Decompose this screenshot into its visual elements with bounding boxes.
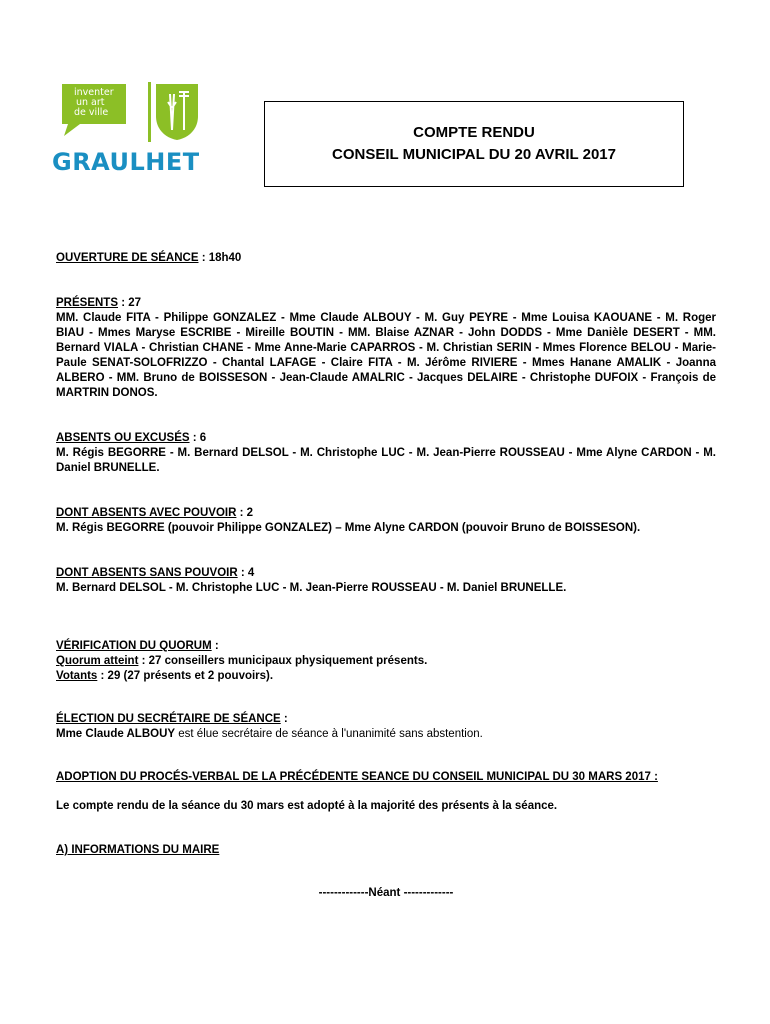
presents-names: MM. Claude FITA - Philippe GONZALEZ - Mme Claude ALBOUY - M. Guy PEYRE - Mme Louisa KAOUANE - M. Roger BIAU - Mmes Maryse ESCRIBE - Mireille BOUTIN - MM. Blaise AZNAR - John DODDS - Mme Danièle DESERT - MM. Bernard VIALA - Christian CHANE - Mme Anne-Marie CAPARROS - M. Christian SERIN - Mmes Florence BELOU - Marie-Paule SENAT-SOLOFRIZZO - Chantal LAFAGE - Claire FITA - M. Jérôme RIVIERE - Mmes Hanane AMALIK - Joanna ALBERO - MM. Bruno de BOISSESON - Jean-Claude AMALRIC - Jacques DELAIRE - Christophe DUFOIX - François de MARTRIN DONOS.: [56, 312, 716, 399]
avec-pouvoir-heading: [56, 506, 716, 521]
town-crest-icon: [148, 82, 200, 142]
ouverture-value: : 18h40: [198, 252, 242, 264]
votants-value: : 29 (27 présents et 2 pouvoirs).: [97, 670, 274, 682]
secretaire-text: [56, 727, 716, 742]
avec-pouvoir-names: M. Régis BEGORRE (pouvoir Philippe GONZALEZ) – Mme Alyne CARDON (pouvoir Bruno de BOISSESON).: [56, 522, 641, 534]
logo-tagline-1: inventer: [74, 87, 114, 98]
absents-names: M. Régis BEGORRE - M. Bernard DELSOL - M. Christophe LUC - M. Jean-Pierre ROUSSEAU - Mme Alyne CARDON - M. Daniel BRUNELLE.: [56, 447, 716, 474]
informations-heading: A) INFORMATIONS DU MAIRE: [56, 844, 220, 856]
secretaire-suffix: :: [280, 713, 288, 725]
town-name: GRAULHET: [52, 148, 200, 176]
secretaire-statement: est élue secrétaire de séance à l'unanimité sans abstention.: [175, 728, 483, 740]
presents-count: : 27: [118, 297, 142, 309]
secretaire-name: Mme Claude ALBOUY: [56, 728, 176, 740]
ouverture-label: OUVERTURE DE SÉANCE: [56, 252, 199, 264]
absents-heading: [56, 431, 716, 446]
presents-heading: [56, 296, 716, 311]
adoption-heading: ADOPTION DU PROCÉS-VERBAL DE LA PRÉCÉDENTE SEANCE DU CONSEIL MUNICIPAL DU 30 MARS 2017 :: [56, 771, 658, 783]
quorum-atteint-label: Quorum atteint: [56, 655, 139, 667]
graulhet-logo: [52, 82, 207, 178]
sans-pouvoir-names: M. Bernard DELSOL - M. Christophe LUC - M. Jean-Pierre ROUSSEAU - M. Daniel BRUNELLE.: [56, 582, 567, 594]
quorum-votants: [56, 669, 716, 684]
neant-line: -------------Néant -------------: [318, 887, 454, 899]
presents-label: PRÉSENTS: [56, 297, 118, 309]
document-body: [56, 251, 716, 901]
adoption-text: Le compte rendu de la séance du 30 mars est adopté à la majorité des présents à la séance.: [56, 800, 558, 812]
quorum-label: VÉRIFICATION DU QUORUM: [56, 640, 212, 652]
absents-count: : 6: [189, 432, 207, 444]
avec-pouvoir-label: DONT ABSENTS AVEC POUVOIR: [56, 507, 237, 519]
quorum-atteint-value: : 27 conseillers municipaux physiquement présents.: [138, 655, 428, 667]
sans-pouvoir-heading: [56, 566, 716, 581]
quorum-heading: [56, 639, 716, 654]
absents-label: ABSENTS OU EXCUSÉS: [56, 432, 190, 444]
sans-pouvoir-label: DONT ABSENTS SANS POUVOIR: [56, 567, 238, 579]
secretaire-heading: [56, 712, 716, 727]
quorum-atteint: [56, 654, 716, 669]
document-title-box: [264, 101, 684, 187]
logo-tagline-2: un art: [76, 97, 105, 108]
title-line-1: COMPTE RENDU: [413, 124, 535, 141]
ouverture-section: [56, 251, 716, 266]
title-line-2: CONSEIL MUNICIPAL DU 20 AVRIL 2017: [332, 146, 616, 163]
secretaire-label: ÉLECTION DU SECRÉTAIRE DE SÉANCE: [56, 713, 281, 725]
sans-pouvoir-count: : 4: [237, 567, 255, 579]
quorum-suffix: :: [211, 640, 219, 652]
avec-pouvoir-count: : 2: [236, 507, 254, 519]
logo-tagline-3: de ville: [74, 107, 109, 118]
votants-label: Votants: [56, 670, 98, 682]
